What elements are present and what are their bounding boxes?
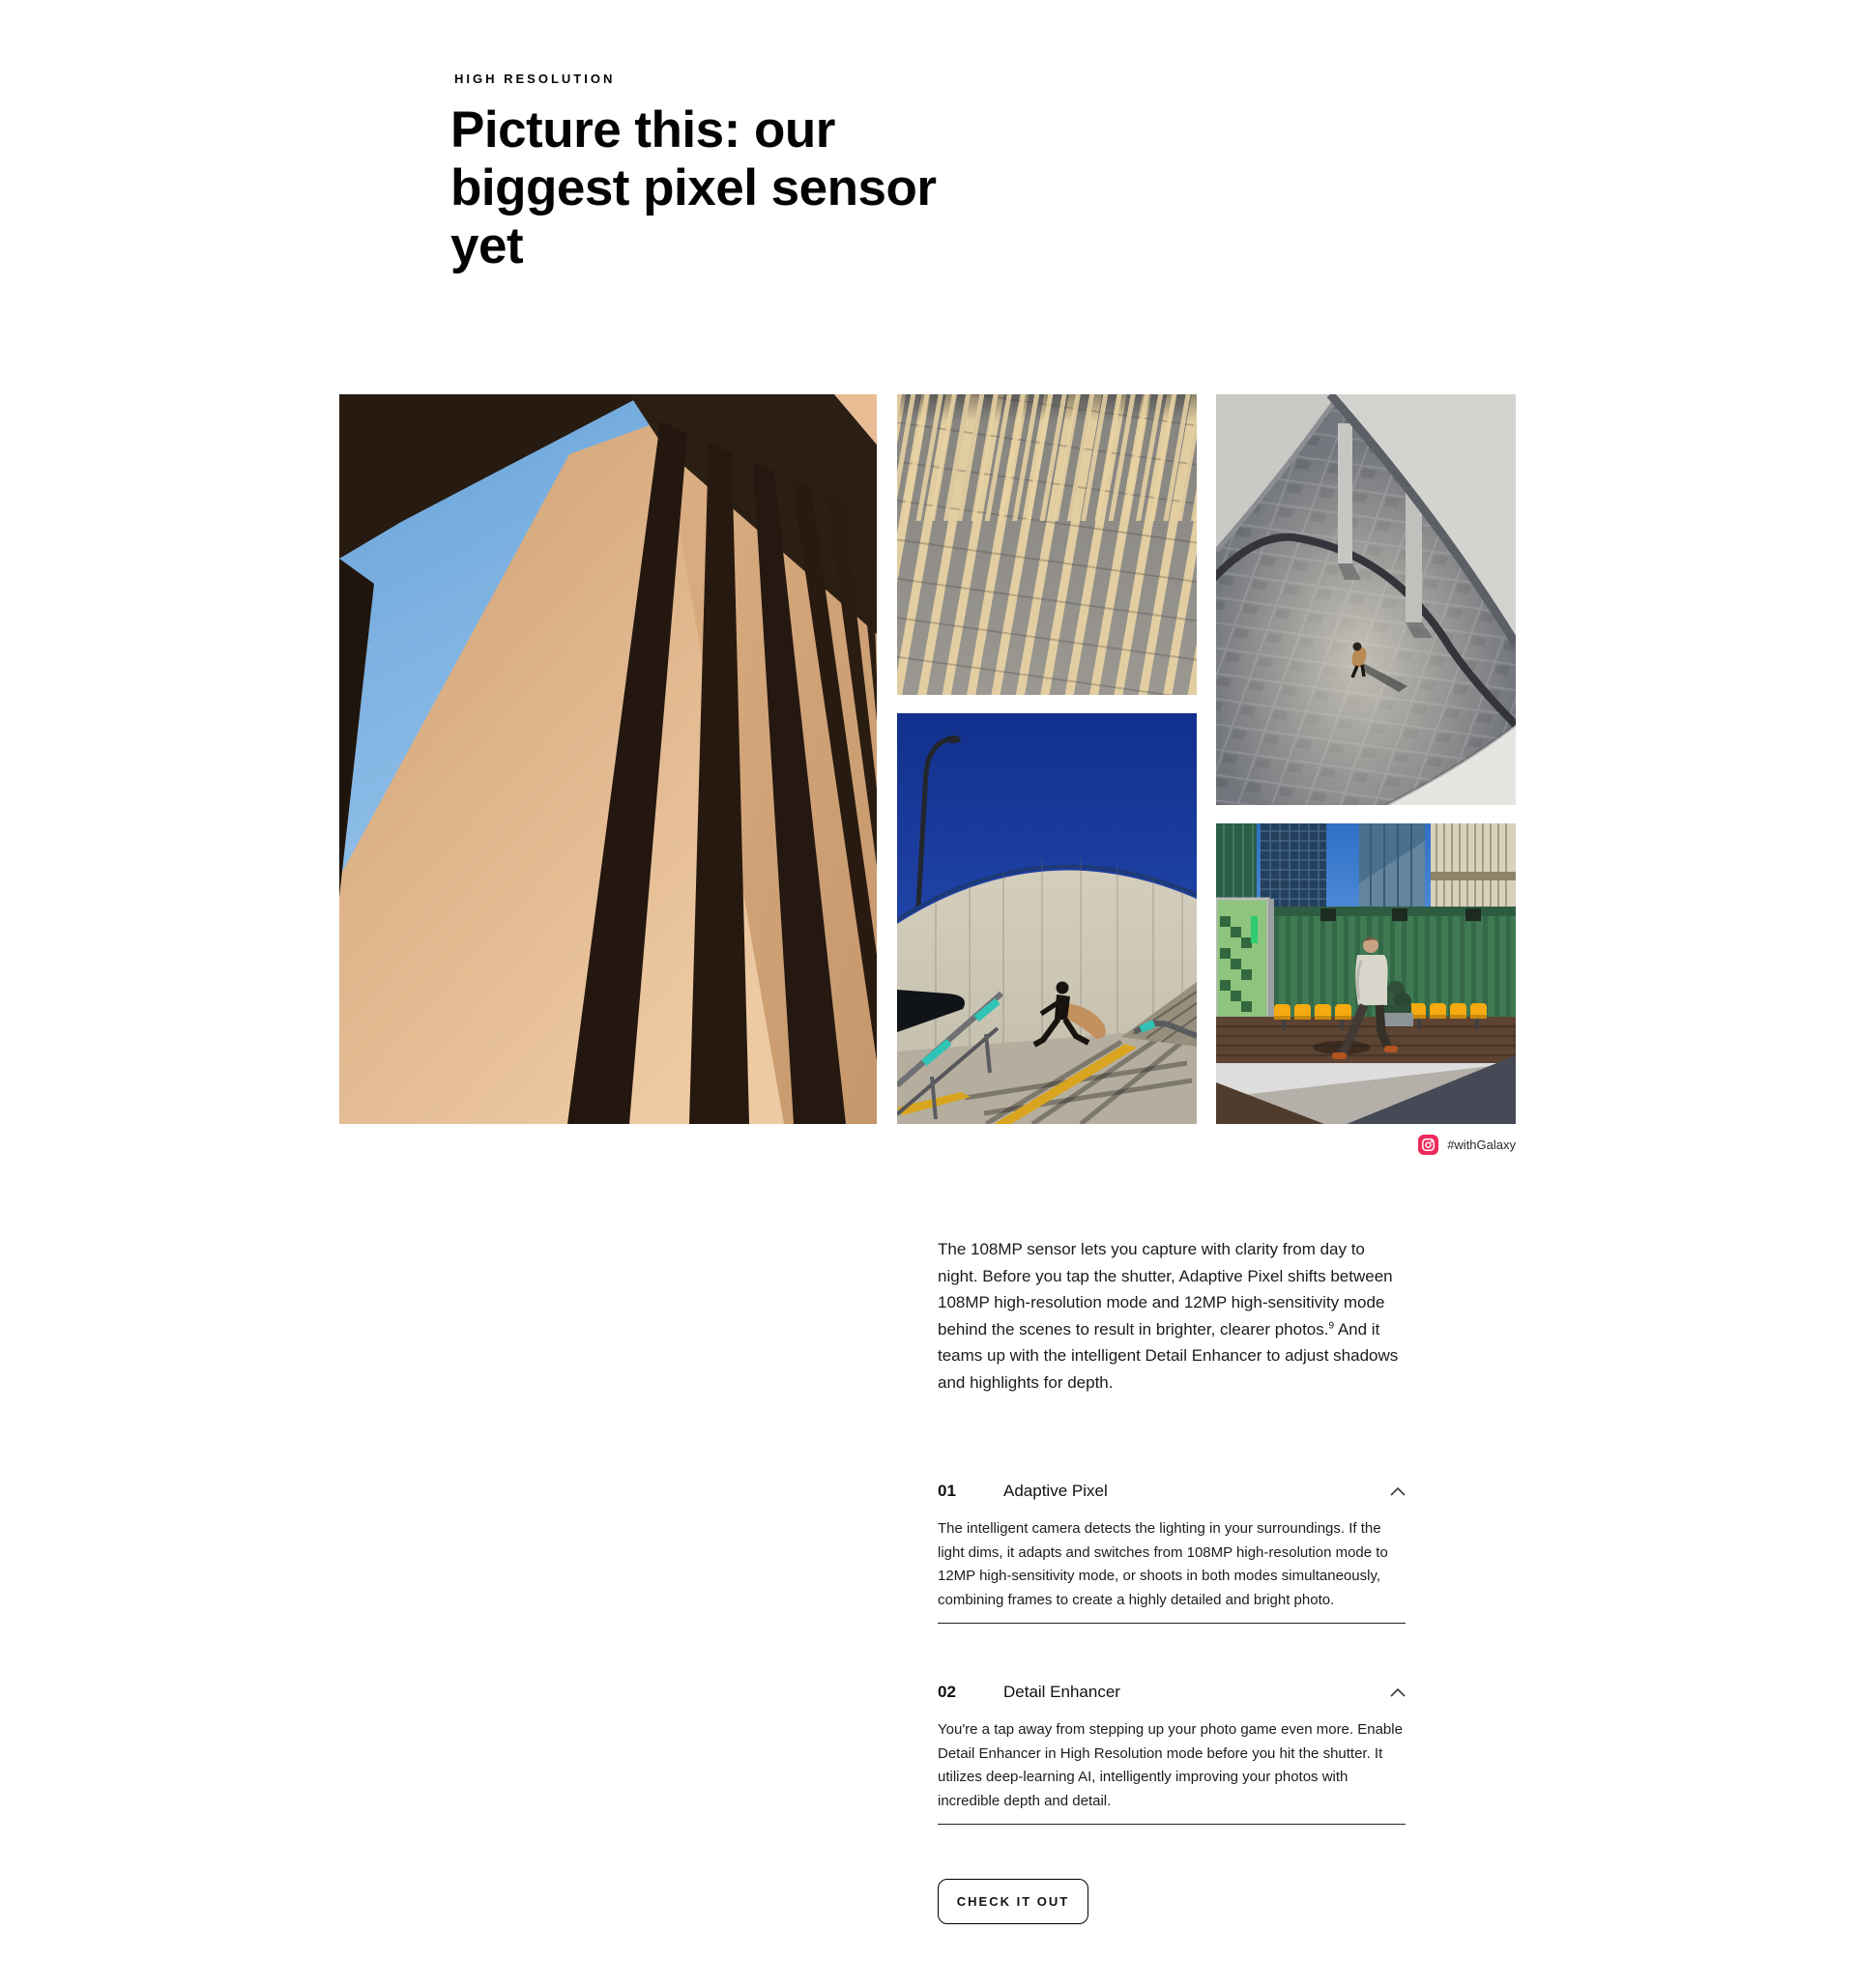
accordion-header[interactable] [938, 1477, 1406, 1506]
courtyard-overhead-photo [1216, 394, 1516, 805]
accordion-body: You're a tap away from stepping up your photo game even more. Enable Detail Enhancer in High Resolution mode before you hit the shutter. It utilizes deep-learning AI, intelligently improving your photos with incredible depth and detail. [938, 1721, 1403, 1809]
withgalaxy-credit-link[interactable] [1216, 1132, 1516, 1157]
instagram-icon [1418, 1135, 1438, 1155]
accordion-detail-enhancer [938, 1678, 1406, 1825]
accordion-title: Detail Enhancer [1003, 1683, 1120, 1701]
intro-paragraph: The 108MP sensor lets you capture with clarity from day to night. Before you tap the shutter, Adaptive Pixel shifts between 108MP high-resolution mode and 12MP high-sensitivity mode behind the scenes to result in brighter, clearer photos.$^9$ And it teams up with the intelligent Detail Enhancer to adjust shadows and highlights for depth. [938, 1240, 1399, 1392]
accordion-body: The intelligent camera detects the lighting in your surroundings. If the light dims, it adapts and switches from 108MP high-resolution mode to 12MP high-sensitivity mode, or shoots in both modes simultaneously, combining frames to create a highly detailed and bright photo. [938, 1520, 1388, 1608]
section-eyebrow: HIGH RESOLUTION [454, 72, 616, 86]
architecture-columns-photo [339, 394, 877, 1124]
page-title [450, 101, 936, 275]
heading-line: yet [450, 217, 524, 274]
pavement-shadow-stripes-photo [897, 394, 1197, 695]
accordion-adaptive-pixel [938, 1477, 1406, 1624]
accordion-number: 01 [938, 1482, 956, 1500]
check-it-out-button[interactable]: CHECK IT OUT [938, 1879, 1088, 1924]
accordion-number: 02 [938, 1683, 956, 1701]
chevron-up-icon[interactable] [1390, 1688, 1406, 1697]
escalator-walker-photo [897, 713, 1197, 1124]
accordion-title: Adaptive Pixel [1003, 1482, 1108, 1500]
footnote-marker: 9 [1328, 1319, 1335, 1331]
heading-line: Picture this: our [450, 101, 835, 158]
heading-line: biggest pixel sensor [450, 159, 937, 216]
chevron-up-icon[interactable] [1390, 1487, 1406, 1496]
green-containers-street-photo [1216, 823, 1516, 1124]
credit-hashtag: #withGalaxy [1447, 1137, 1516, 1152]
accordion-header[interactable] [938, 1678, 1406, 1707]
